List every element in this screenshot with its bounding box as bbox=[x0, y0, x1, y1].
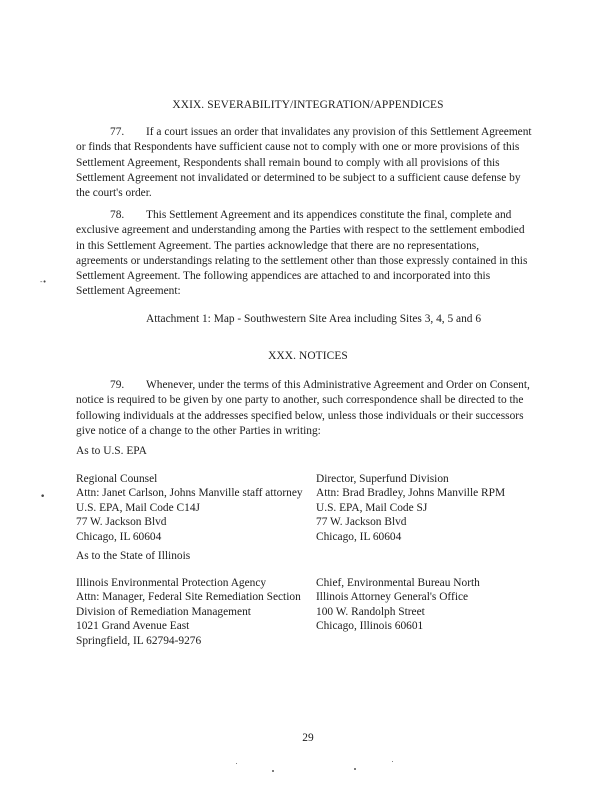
address-line: Illinois Environmental Protection Agency bbox=[76, 577, 267, 589]
address-line: Attn: Manager, Federal Site Remediation Section bbox=[76, 591, 301, 604]
scan-speck bbox=[272, 770, 274, 772]
paragraph-number: 78. bbox=[110, 209, 125, 221]
paragraph-78 bbox=[76, 208, 532, 300]
epa-address-right bbox=[316, 472, 546, 544]
address-line: 1021 Grand Avenue East bbox=[76, 620, 190, 633]
address-line: Chicago, Illinois 60601 bbox=[316, 620, 424, 633]
scan-speck bbox=[236, 763, 237, 764]
state-address-left bbox=[76, 576, 306, 648]
scan-speck bbox=[392, 761, 393, 762]
address-line: Attn: Brad Bradley, Johns Manville RPM bbox=[316, 487, 506, 500]
paragraph-text: This Settlement Agreement and its appendices constitute the final, complete and exclusive agreement and understanding among the Parties with respect to the settlement embodied in this Settlement Agreement. The parties acknowledge that there are no representations, agreements or understandings relating to the settlement other than those expressly contained in this Settlement Agreement. The following appendices are attached to and incorporated into this Settlement Agreement: bbox=[76, 209, 528, 298]
address-line: Attn: Janet Carlson, Johns Manville staff attorney bbox=[76, 487, 303, 500]
paragraph-text: Whenever, under the terms of this Administrative Agreement and Order on Consent, notice is required to be given by one party to another, such correspondence shall be directed to the following individuals at the addresses specified below, unless those individuals or their successors give notice of a change to the other Parties in writing: bbox=[76, 379, 530, 437]
address-line: U.S. EPA, Mail Code SJ bbox=[316, 501, 428, 514]
address-line: U.S. EPA, Mail Code C14J bbox=[76, 501, 200, 514]
paragraph-79 bbox=[76, 378, 532, 439]
state-address-right bbox=[316, 576, 546, 634]
paragraph-number: 77. bbox=[110, 126, 125, 138]
address-line: 100 W. Randolph Street bbox=[316, 605, 425, 618]
address-line: Chicago, IL 60604 bbox=[76, 530, 162, 543]
address-line: Illinois Attorney General's Office bbox=[316, 591, 469, 604]
margin-mark: -• bbox=[40, 278, 47, 286]
attachment-line: Attachment 1: Map - Southwestern Site Area including Sites 3, 4, 5 and 6 bbox=[146, 313, 482, 325]
address-line: 77 W. Jackson Blvd bbox=[316, 516, 407, 529]
epa-label: As to U.S. EPA bbox=[76, 445, 147, 457]
section-heading-notices: XXX. NOTICES bbox=[268, 350, 348, 362]
page-number: 29 bbox=[302, 732, 314, 744]
paragraph-text: If a court issues an order that invalidates any provision of this Settlement Agreement or finds that Respondents have sufficient cause not to comply with one or more provisions of this Settlement Agreement, Respondents shall remain bound to comply with all provisions of this Settlement Agreement not invalidated or determined to be subject to a sufficient cause defense by the court's order. bbox=[76, 126, 532, 200]
epa-address-left bbox=[76, 472, 306, 544]
address-line: Director, Superfund Division bbox=[316, 473, 449, 485]
address-line: Regional Counsel bbox=[76, 473, 158, 485]
address-line: Division of Remediation Management bbox=[76, 605, 251, 618]
address-line: Springfield, IL 62794-9276 bbox=[76, 634, 202, 647]
scan-speck bbox=[354, 768, 356, 770]
paragraph-number: 79. bbox=[110, 379, 125, 391]
section-heading-severability: XXIX. SEVERABILITY/INTEGRATION/APPENDICES bbox=[172, 99, 444, 111]
address-line: Chief, Environmental Bureau North bbox=[316, 577, 480, 589]
address-line: 77 W. Jackson Blvd bbox=[76, 516, 167, 529]
paragraph-77 bbox=[76, 125, 532, 201]
state-label: As to the State of Illinois bbox=[76, 550, 191, 562]
margin-mark: • bbox=[40, 492, 46, 502]
address-line: Chicago, IL 60604 bbox=[316, 530, 402, 543]
